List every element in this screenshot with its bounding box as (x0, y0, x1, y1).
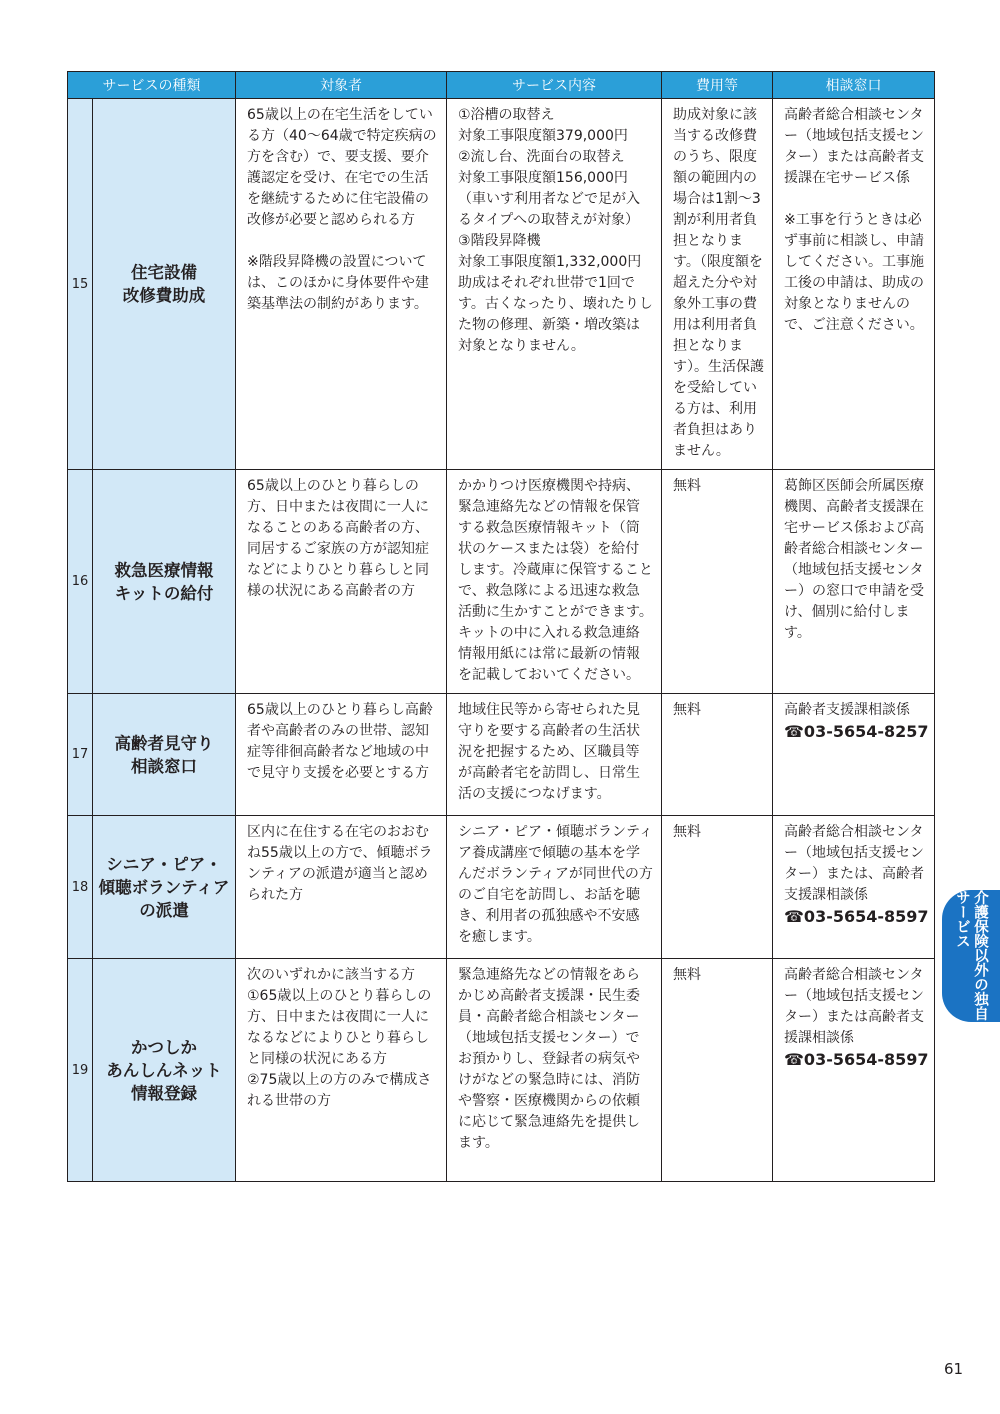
fee-text: 無料 (662, 816, 773, 959)
side-tab-label: 介護保険以外の独自サービス (954, 890, 988, 1021)
services-table (67, 71, 935, 1182)
page-number: 61 (944, 1360, 964, 1378)
header-target: 対象者 (236, 72, 447, 99)
content-text: かかりつけ医療機関や持病、緊急連絡先などの情報を保管する救急医療情報キット（筒状のケースまたは袋）を給付します。冷蔵庫に保管することで、救急隊による迅速な救急活動に生かすことができます。キットの中に入れる救急連絡情報用紙には常に最新の情報を記載しておいてください。 (447, 470, 662, 694)
phone-number: ☎03-5654-8597 (784, 1050, 929, 1069)
contact-cell (773, 470, 935, 694)
service-name: かつしか あんしんネット 情報登録 (93, 959, 236, 1182)
contact-cell (773, 694, 935, 816)
table-row (68, 816, 935, 959)
target-text: 区内に在住する在宅のおおむね55歳以上の方で、傾聴ボランティアの派遣が適当と認められた方 (236, 816, 447, 959)
contact-cell (773, 816, 935, 959)
table-row (68, 959, 935, 1182)
content-text: シニア・ピア・傾聴ボランティア養成講座で傾聴の基本を学んだボランティアが同世代の方のご自宅を訪問し、お話を聴き、利用者の孤独感や不安感を癒します。 (447, 816, 662, 959)
content-text: 緊急連絡先などの情報をあらかじめ高齢者支援課・民生委員・高齢者総合相談センター（地域包括支援センター）でお預かりし、登録者の病気やけがなどの緊急時には、消防や警察・医療機関からの依頼に応じて緊急連絡先を提供します。 (447, 959, 662, 1182)
contact-text: 高齢者総合相談センター（地域包括支援センター）または、高齢者支援課相談係 (784, 824, 924, 903)
phone-number: ☎03-5654-8257 (784, 722, 929, 741)
section-side-tab (942, 890, 1000, 1022)
content-text: 地域住民等から寄せられた見守りを要する高齢者の生活状況を把握するため、区職員等が高齢者宅を訪問し、日常生活の支援につなげます。 (447, 694, 662, 816)
service-name: 救急医療情報 キットの給付 (93, 470, 236, 694)
service-name: 住宅設備 改修費助成 (93, 99, 236, 470)
contact-text: 高齢者支援課相談係 (784, 702, 910, 718)
service-name: 高齢者見守り 相談窓口 (93, 694, 236, 816)
target-text: 次のいずれかに該当する方 ①65歳以上のひとり暮らしの方、日中または夜間に一人になるなどによりひとり暮らしと同様の状況にある方 ②75歳以上の方のみで構成される世帯の方 (236, 959, 447, 1182)
service-name: シニア・ピア・ 傾聴ボランティア の派遣 (93, 816, 236, 959)
fee-text: 無料 (662, 694, 773, 816)
row-number: 19 (68, 959, 93, 1182)
row-number: 16 (68, 470, 93, 694)
row-number: 17 (68, 694, 93, 816)
target-text: 65歳以上のひとり暮らしの方、日中または夜間に一人になることのある高齢者の方、同居するご家族の方が認知症などによりひとり暮らしと同様の状況にある高齢者の方 (236, 470, 447, 694)
contact-cell (773, 959, 935, 1182)
contact-text: 高齢者総合相談センター（地域包括支援センター）または高齢者支援課相談係 (784, 967, 924, 1046)
table-row (68, 694, 935, 816)
row-number: 18 (68, 816, 93, 959)
header-contact: 相談窓口 (773, 72, 935, 99)
target-text: 65歳以上の在宅生活をしている方（40〜64歳で特定疾病の方を含む）で、要支援、要介護認定を受け、在宅での生活を継続するために住宅設備の改修が必要と認められる方 ※階段昇降機の設置については、このほかに身体要件や建築基準法の制約があります。 (236, 99, 447, 470)
phone-number: ☎03-5654-8597 (784, 907, 929, 926)
table-row (68, 470, 935, 694)
fee-text: 無料 (662, 959, 773, 1182)
table-header-row (68, 72, 935, 99)
fee-text: 助成対象に該当する改修費のうち、限度額の範囲内の場合は1割〜3割が利用者負担となります。（限度額を超えた分や対象外工事の費用は利用者負担となります）。生活保護を受給している方は、利用者負担はありません。 (662, 99, 773, 470)
contact-cell (773, 99, 935, 470)
contact-text: 葛飾区医師会所属医療機関、高齢者支援課在宅サービス係および高齢者総合相談センター（地域包括支援センター）の窓口で申請を受け、個別に給付します。 (784, 478, 924, 641)
target-text: 65歳以上のひとり暮らし高齢者や高齢者のみの世帯、認知症等徘徊高齢者など地域の中で見守り支援を必要とする方 (236, 694, 447, 816)
table-row (68, 99, 935, 470)
content-text: ①浴槽の取替え 対象工事限度額379,000円 ②流し台、洗面台の取替え 対象工事限度額156,000円 （車いす利用者などで足が入るタイプへの取替えが対象） ③階段昇降機 対象工事限度額1,332,000円 助成はそれぞれ世帯で1回です。古くなったり、壊れたりした物の修理、新築・増改築は対象となりません。 (447, 99, 662, 470)
fee-text: 無料 (662, 470, 773, 694)
row-number: 15 (68, 99, 93, 470)
header-content: サービス内容 (447, 72, 662, 99)
header-fee: 費用等 (662, 72, 773, 99)
contact-text: 高齢者総合相談センター（地域包括支援センター）または高齢者支援課在宅サービス係 ※工事を行うときは必ず事前に相談し、申請してください。工事施工後の申請は、助成の対象となりませんので、ご注意ください。 (784, 107, 924, 333)
header-service-type: サービスの種類 (68, 72, 236, 99)
